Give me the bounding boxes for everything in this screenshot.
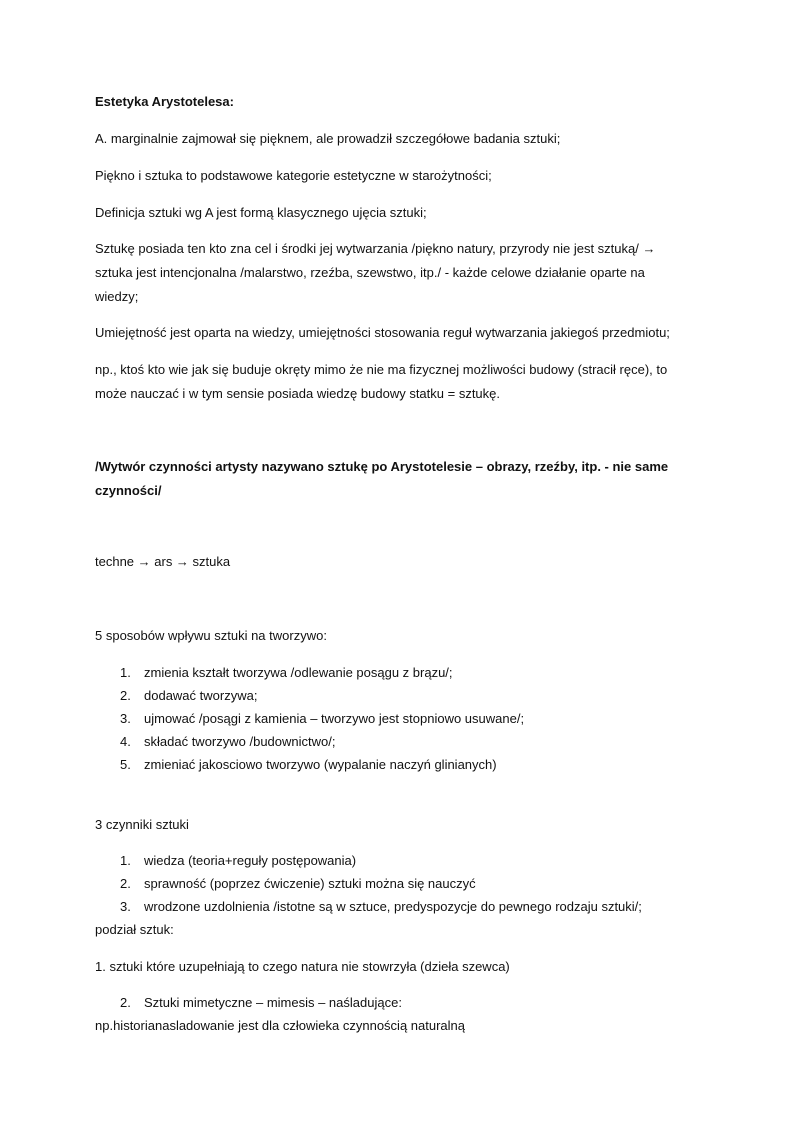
list-item-text: zmieniać jakosciowo tworzywo (wypalanie naczyń glinianych)	[144, 757, 497, 772]
list-item-number: 2.	[120, 995, 131, 1010]
list-item-text: wrodzone uzdolnienia /istotne są w sztuce, predyspozycje do pewnego rodzaju sztuki/;	[144, 899, 642, 914]
list-item-number: 2.	[120, 876, 131, 891]
division-heading: podział sztuk:	[95, 922, 174, 937]
ways-heading: 5 sposobów wpływu sztuki na tworzywo:	[95, 628, 327, 643]
factors-heading: 3 czynniki sztuki	[95, 817, 189, 832]
bold-note-line-2: czynności/	[95, 483, 162, 498]
paragraph-2: Piękno i sztuka to podstawowe kategorie estetyczne w starożytności;	[95, 168, 492, 183]
etymology-line: techne → ars → sztuka	[95, 554, 231, 569]
final-line: np.historianasladowanie jest dla człowieka czynnością naturalną	[95, 1018, 465, 1033]
paragraph-4-line-2: sztuka jest intencjonalna /malarstwo, rzeźba, szewstwo, itp./ - każde celowe działanie oparte na	[95, 265, 645, 280]
document-title: Estetyka Arystotelesa:	[95, 94, 234, 109]
paragraph-6-line-2: może nauczać i w tym sensie posiada wiedzę budowy statku = sztukę.	[95, 386, 501, 401]
list-item-number: 1.	[120, 665, 131, 680]
list-item-number: 4.	[120, 734, 131, 749]
list-item-text: sprawność (poprzez ćwiczenie) sztuki można się nauczyć	[144, 876, 476, 891]
list-item-number: 2.	[120, 688, 131, 703]
list-item-number: 3.	[120, 899, 131, 914]
list-item-text: składać tworzywo /budownictwo/;	[144, 734, 336, 749]
list-item-text: dodawać tworzywa;	[144, 688, 258, 703]
list-item-text: ujmować /posągi z kamienia – tworzywo jest stopniowo usuwane/;	[144, 711, 525, 726]
list-item-number: 3.	[120, 711, 131, 726]
paragraph-3: Definicja sztuki wg A jest formą klasycznego ujęcia sztuki;	[95, 205, 427, 220]
paragraph-1: A. marginalnie zajmował się pięknem, ale prowadził szczegółowe badania sztuki;	[95, 131, 561, 146]
list-item-text: wiedza (teoria+reguły postępowania)	[144, 853, 357, 868]
paragraph-5: Umiejętność jest oparta na wiedzy, umiejętności stosowania reguł wytwarzania jakiegoś przedmiotu;	[95, 325, 670, 340]
list-item-text: Sztuki mimetyczne – mimesis – naśladujące:	[144, 995, 402, 1010]
paragraph-6-line-1: np., ktoś kto wie jak się buduje okręty mimo że nie ma fizycznej możliwości budowy (stracił ręce), to	[95, 362, 668, 377]
paragraph-4-line-3: wiedzy;	[95, 289, 139, 304]
list-item-number: 5.	[120, 757, 131, 772]
paragraph-4-line-1: Sztukę posiada ten kto zna cel i środki jej wytwarzania /piękno natury, przyrody nie jest sztuką/ →	[95, 241, 656, 256]
bold-note-line-1: /Wytwór czynności artysty nazywano sztukę po Arystotelesie – obrazy, rzeźby, itp. - nie same	[95, 459, 669, 474]
list-item-text: zmienia kształt tworzywa /odlewanie posągu z brązu/;	[144, 665, 453, 680]
division-item-1: 1. sztuki które uzupełniają to czego natura nie stowrzyła (dzieła szewca)	[95, 959, 510, 974]
list-item-number: 1.	[120, 853, 131, 868]
